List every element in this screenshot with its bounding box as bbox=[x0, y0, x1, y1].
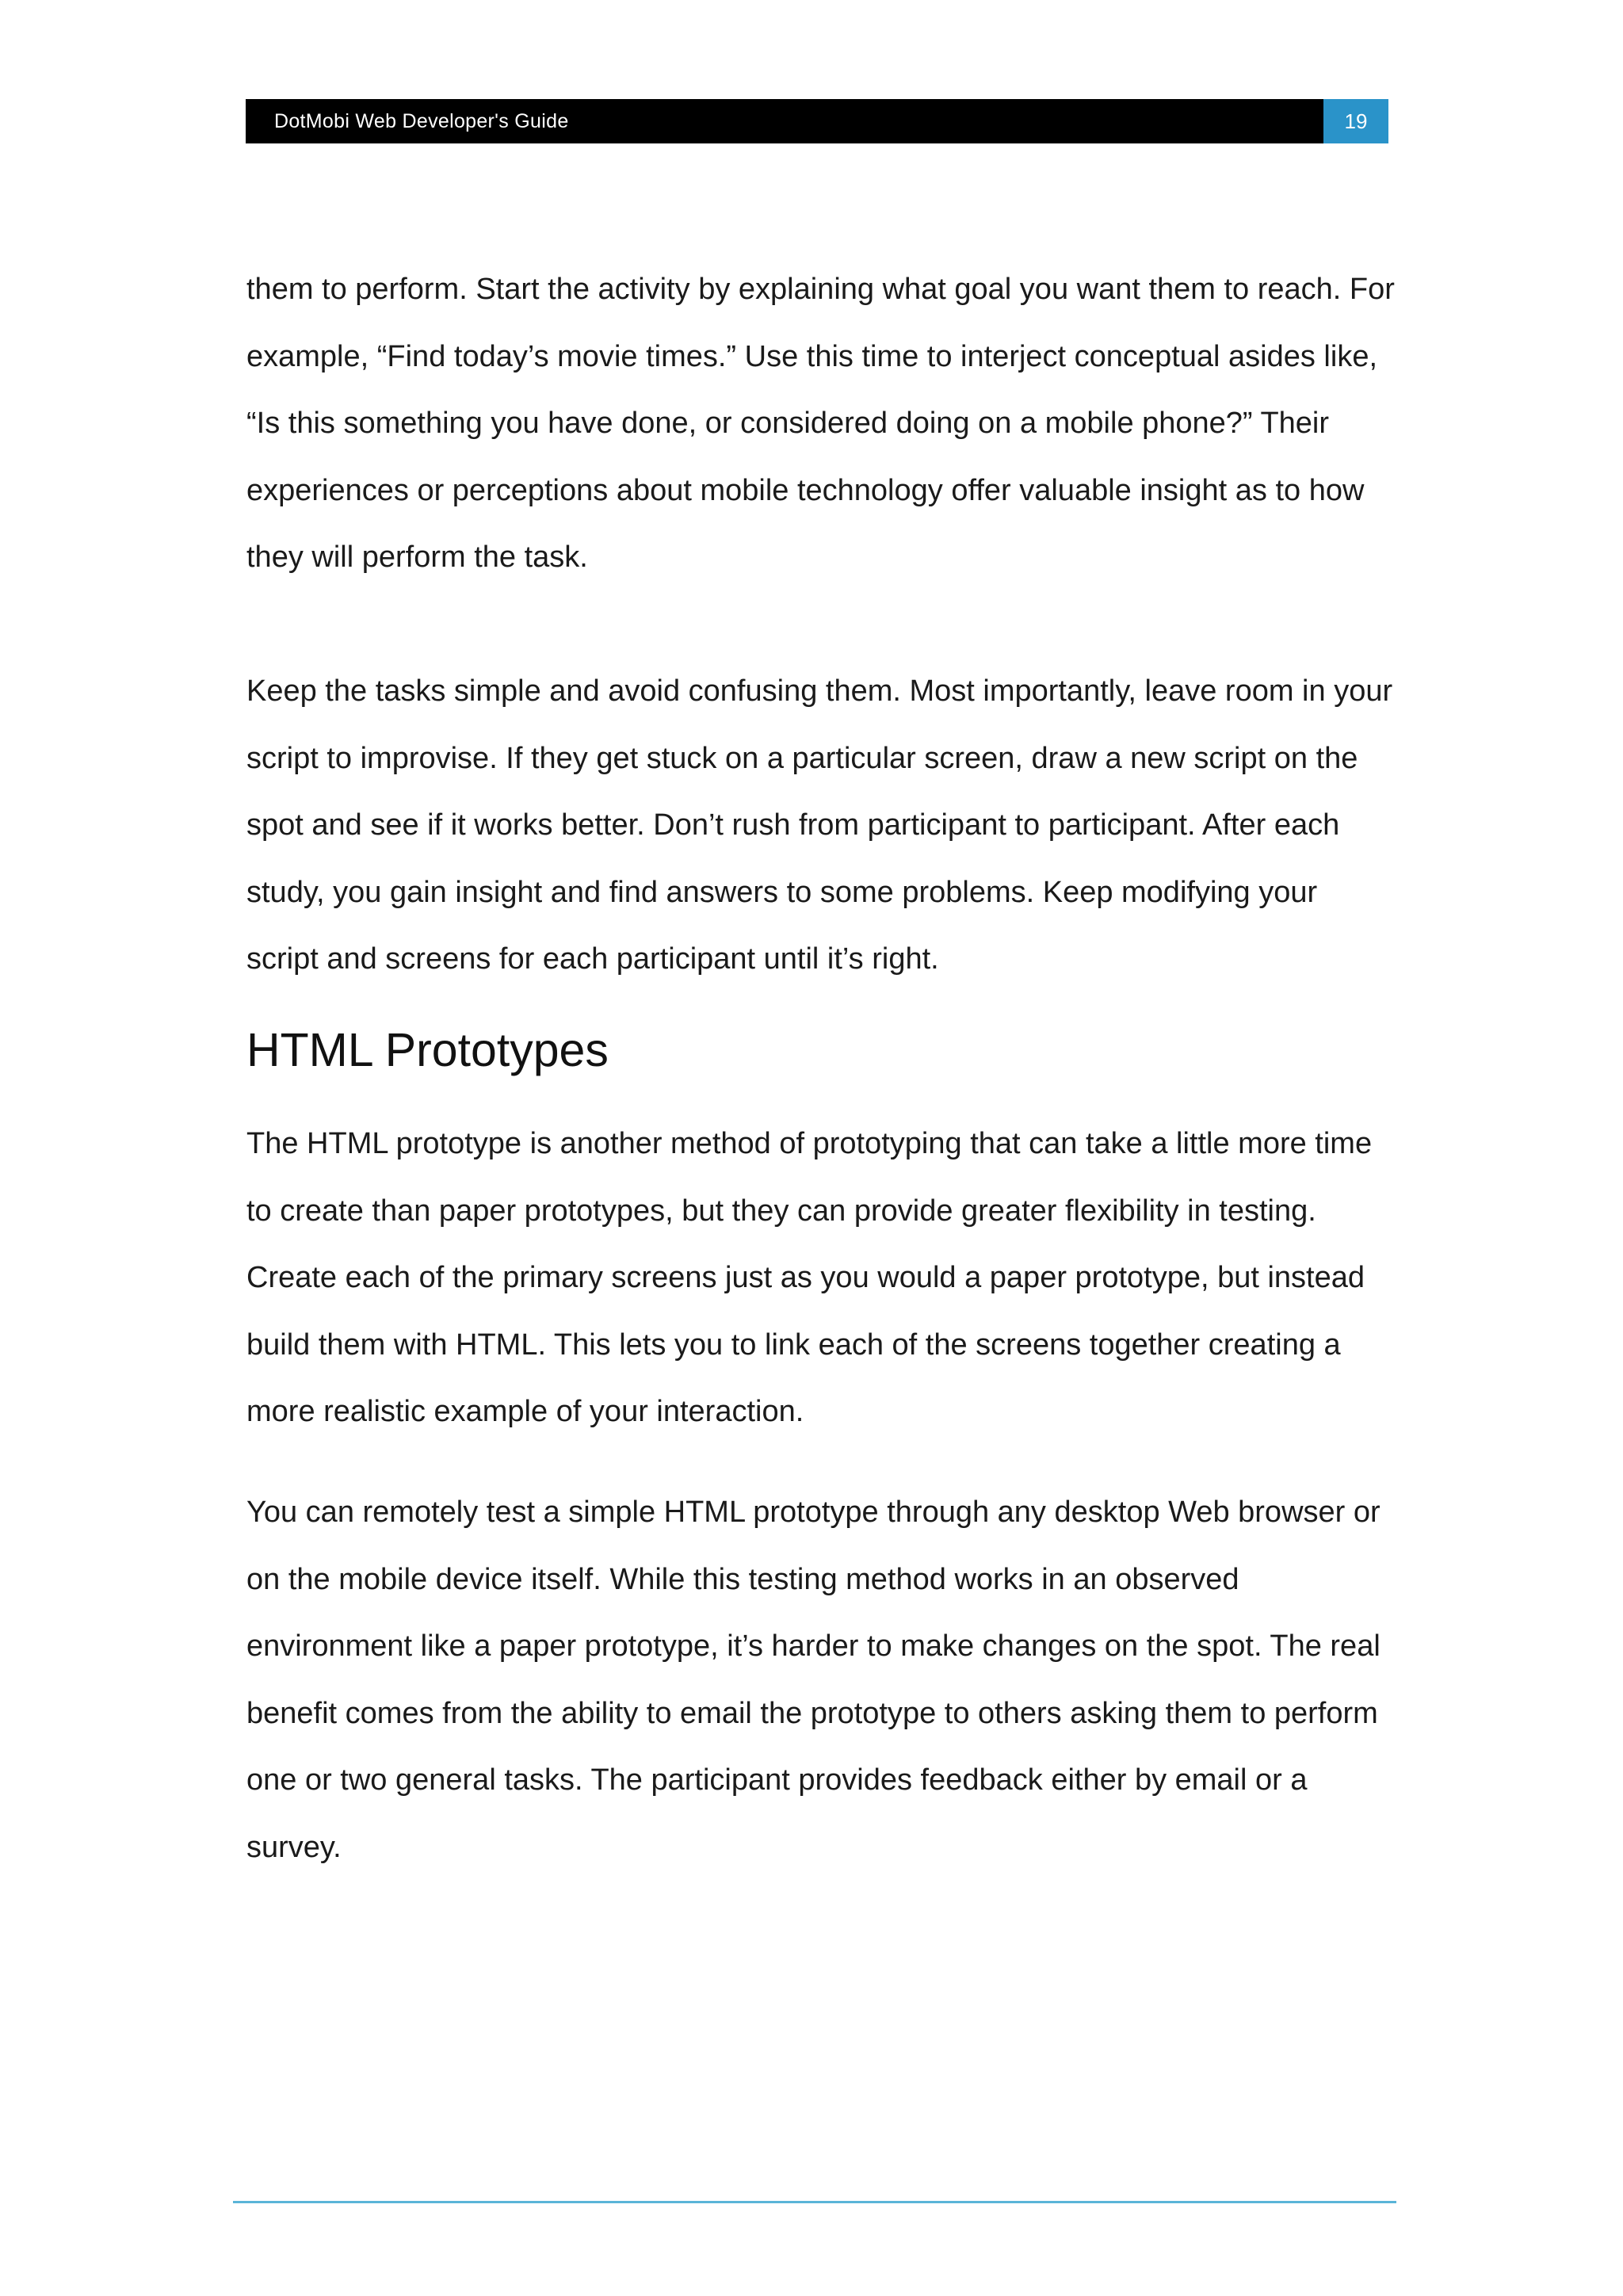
running-header bbox=[246, 99, 1388, 143]
section-heading: HTML Prototypes bbox=[246, 1023, 609, 1076]
page-number: 19 bbox=[1323, 99, 1388, 143]
body-paragraph: The HTML prototype is another method of prototyping that can take a little more time to create than paper prototypes, but they can provide greater flexibility in testing. Create each of the primary screens just as you would a paper prototype, but instead build them with HTML. This lets you to link each of the screens together creating a more realistic example of your interaction. bbox=[246, 1126, 1373, 1429]
body-paragraph: You can remotely test a simple HTML prototype through any desktop Web browser or on the mobile device itself. While this testing method works in an observed environment like a paper prototype, it’s harder to make changes on the spot. The real benefit comes from the ability to email the prototype to others asking them to perform one or two general tasks. The participant provides feedback either by email or a survey. bbox=[246, 1495, 1381, 1864]
running-header-title: DotMobi Web Developer's Guide bbox=[274, 110, 569, 132]
page-body bbox=[246, 256, 1396, 1881]
body-paragraph: them to perform. Start the activity by explaining what goal you want them to reach. For example, “Find today’s movie times.” Use this time to interject conceptual asides like, “Is this something you have done, or considered doing on a mobile phone?” Their experiences or perceptions about mobile technology offer valuable insight as to how they will perform the task. bbox=[246, 273, 1395, 575]
body-paragraph: Keep the tasks simple and avoid confusing them. Most importantly, leave room in your script to improvise. If they get stuck on a particular screen, draw a new script on the spot and see if it works better. Don’t rush from participant to participant. After each study, you gain insight and find answers to some problems. Keep modifying your script and screens for each participant until it’s right. bbox=[246, 674, 1393, 976]
footer-divider bbox=[233, 2201, 1396, 2203]
